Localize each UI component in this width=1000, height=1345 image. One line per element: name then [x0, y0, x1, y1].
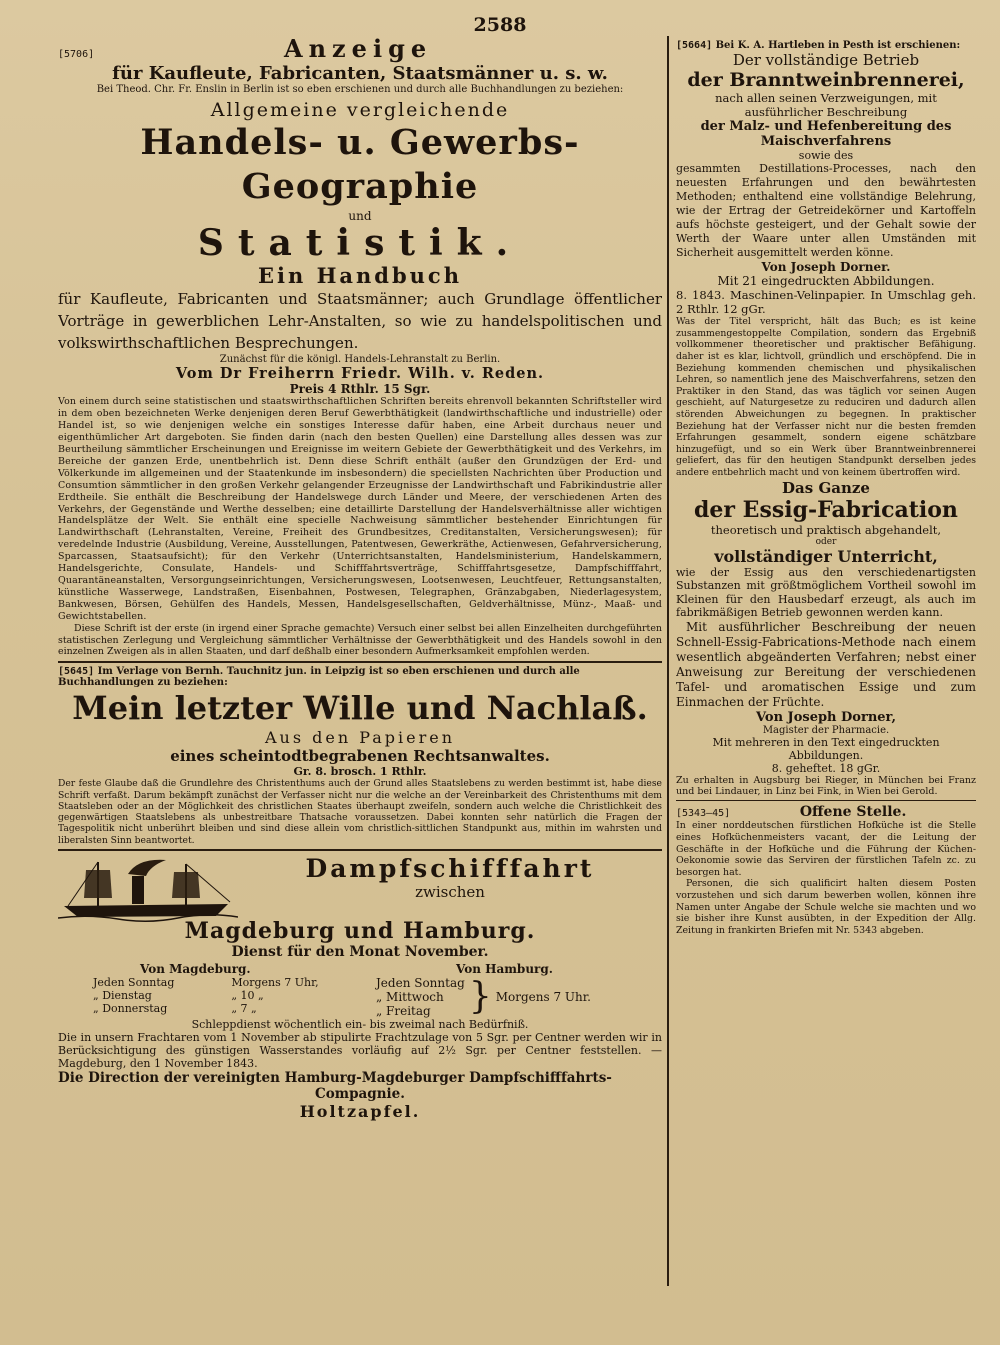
title-line-2: der Branntweinbrennerei,	[687, 69, 965, 92]
title-line-10: vollständiger Unterricht,	[714, 546, 938, 566]
column-divider	[667, 36, 669, 1286]
title-line-1: Der vollständige Betrieb	[732, 51, 920, 70]
note-schleppdienst: Schleppdienst wöchentlich ein- bis zweimal nach Bedürfniß.	[191, 1017, 529, 1031]
book-description: für Kaufleute, Fabricanten und Staatsmänner; auch Grundlage öffentlicher Vorträge in gewerblichen Lehr-Anstalten, so wie zu handelspolitischen und volkswirthschaftlichen Besprechungen.	[58, 290, 662, 353]
illustrations-2: Mit mehreren in den Text eingedruckten Abbildungen.	[712, 735, 940, 762]
author-2: Von Joseph Dorner,	[756, 709, 896, 725]
ad-id: [5645]	[58, 665, 95, 677]
signature-direction: Die Direction der vereinigten Hamburg-Magdeburger Dampfschifffahrts-	[58, 1069, 612, 1086]
table-row: „ Donnerstag „ 7 „	[93, 1001, 257, 1015]
title-line-3: nach allen seinen Verzweigungen, mit ausführlicher Beschreibung	[715, 91, 937, 120]
ad-letzter-wille	[58, 666, 662, 846]
ad-body-2: Personen, die sich qualificirt halten diesem Posten vorzustehen und sich darum bewerben wollen, können ihre Namen unter Angabe der Schule welche sie machten und wo sie bisher ihre Kunst ausübten, in der Expedition der Allg. Zeitung in frankirten Briefen mit Nr. 5343 abgeben.	[676, 878, 976, 936]
separator	[676, 800, 976, 802]
ad-title: Dampfschifffahrt	[305, 853, 595, 883]
price: Gr. 8. brosch. 1 Rthlr.	[293, 765, 427, 779]
book-body: Der feste Glaube daß die Grundlehre des Christenthums auch der Grund alles Staatslebens zu werden bestimmt ist, habe diese Schrift verfaßt. Darum bekämpft zunächst der Verfasser nicht nur die welche an der Vereinbarkeit des Christenthums mit dem Staatsleben oder an der Möglichkeit des christlichen Staates überhaupt zweifeln, sondern auch welche die Christlichkeit des gegenwärtigen Staatslebens als unbestreitbare Thatsache voraussetzen. Dabei konnten sehr natürlich die Fragen der Tagespolitik nicht unberührt bleiben und sind diese allein vom christlich-sittlichen Standpunkt aus, mithin im wahrsten und liberalsten Sinn beantwortet.	[58, 778, 662, 846]
author: Vom Dr Freiherrn Friedr. Wilh. v. Reden.	[175, 365, 545, 383]
title-line-7: der Essig-Fabrication	[694, 496, 958, 523]
format-price-2: 8. geheftet. 18 gGr.	[771, 761, 881, 775]
illustrations: Mit 21 eingedruckten Abbildungen.	[717, 274, 935, 289]
signature-company: Compagnie.	[315, 1085, 405, 1102]
book-review: Was der Titel verspricht, hält das Buch; es ist keine zusammengestoppelte Compilation, sondern das Ergebniß vollkommener theoretischer und praktischer Befähigung. daher ist es klar, lichtvoll, gründlich und erschöpfend. Die in Beziehung kommenden chemischen und physikalischen Lehren, so namentlich jene des Maischverfahrens, setzen den Praktiker in den Stand, das was täglich vor seinen Augen geschieht, auf Naturgesetze zu reduciren und dadurch allen störenden Abweichungen zu begegnen. In praktischer Beziehung hat der Verfasser nicht nur die besten fremden Erfahrungen gesammelt, sondern eigene schätzbare hinzugefügt, und so ein Werk über Branntweinbrennerei geliefert, das für den heutigen Standpunkt derselben jedes andere entbehrlich macht und von keinem übertroffen wird.	[676, 316, 976, 478]
book-body-3: wie der Essig aus den verschiedenartigsten Substanzen mit größtmöglichem Vortheil sowohl im Kleinen für den Hausbedarf erzeugt, als auch im fabrikmäßigen Betrieb gewonnen werden kann.	[676, 565, 976, 620]
title-line-9: oder	[815, 536, 837, 547]
book-body-4: Mit ausführlicher Beschreibung der neuen Schnell-Essig-Fabrications-Methode nach einem wesentlich abgeänderten Verfahren; nebst einer Anweisung zur Bereitung der verschiedenen Tafel- und aromatischen Essige und zum Einmachen der Früchte.	[676, 619, 976, 709]
book-subtitle-1: Aus den Papieren	[264, 728, 456, 748]
from-magdeburg: Von Magdeburg.	[140, 961, 251, 976]
price: Preis 4 Rthlr. 15 Sgr.	[289, 382, 431, 397]
title-line-8: theoretisch und praktisch abgehandelt,	[710, 522, 942, 537]
separator	[58, 661, 662, 663]
publisher-line: Bei Theod. Chr. Fr. Enslin in Berlin ist so eben erschienen und durch alle Buchhandlungen zu beziehen:	[96, 84, 624, 95]
schedule: Von Magdeburg. Jeden Sonntag Morgens 7 Uhr, „ Dienstag „ 10 „ „ Donnerstag „ 7 „ Von Hamburg. Jeden Sonntag „ Mittwoch „ Freitag } Morgens 7 Uhr.	[58, 962, 662, 1018]
book-title: Handels- u. Gewerbs-Geographie	[140, 122, 580, 208]
ad-id: [5664]	[676, 40, 713, 51]
ad-title: Offene Stelle.	[799, 804, 907, 821]
author: Von Joseph Dorner.	[761, 260, 891, 275]
author-role: Magister der Pharmacie.	[762, 724, 890, 736]
ad-id: [5706]	[58, 49, 95, 60]
book-title: Mein letzter Wille und Nachlaß.	[72, 689, 648, 728]
from-hamburg: Von Hamburg.	[456, 961, 553, 976]
ad-offene-stelle	[676, 804, 976, 936]
ad-handels-geographie	[58, 34, 662, 658]
ad-branntwein	[676, 40, 976, 797]
ad-dampfschifffahrt	[58, 854, 662, 1121]
page-number: 2588	[473, 14, 527, 36]
service-month: Dienst für den Monat November.	[231, 943, 489, 960]
ad-heading: Anzeige	[283, 34, 433, 63]
ad-audience: für Kaufleute, Fabricanten, Staatsmänner u. s. w.	[112, 63, 608, 84]
title-line-5: sowie des	[798, 149, 854, 163]
table-row: Jeden Sonntag Morgens 7 Uhr,	[93, 975, 319, 989]
dealers: Zu erhalten in Augsburg bei Rieger, in München bei Franz und bei Lindauer, in Linz bei Fink, in Wien bei Gerold.	[676, 774, 976, 797]
pre-title: Allgemeine vergleichende	[210, 99, 510, 122]
separator	[58, 849, 662, 851]
book-subtitle: Ein Handbuch	[258, 263, 462, 289]
schedule-magdeburg	[90, 976, 376, 1015]
book-body-1: gesammten Destillations-Processes, nach den neuesten Erfahrungen und den bewährtesten Methoden; enthaltend eine vollständige Belehrung, wie der Ertrag der Getreidekörner und Kartoffeln aufs höchste gesteigert, und der Gehalt sowie der Werth der Waare unter allen Umständen mit Sicherheit ausgemittelt werden könne.	[676, 162, 976, 260]
note-fracht: Die in unsern Frachtaren vom 1 November ab stipulirte Frachtzulage von 5 Sgr. per Centner werden wir in Berücksichtigung des günstigen Wasserstandes vorläufig auf 2½ Sgr. per Centner feststellen. — Magdeburg, den 1 November 1843.	[58, 1030, 662, 1070]
book-body-2: Diese Schrift ist der erste (in irgend einer Sprache gemachte) Versuch einer selbst bei allen Einzelheiten durchgeführten statistischen Zerlegung und Vergleichung sämmtlicher Verhältnisse der Gewerbthätigkeit und des Handels sowohl in den einzelnen Zweigen als in allen Staaten, und darf deßhalb einer besondern Aufmerksamkeit empfohlen werden.	[58, 622, 662, 658]
signature-name: Holtzapfel.	[299, 1101, 421, 1121]
book-subtitle-2: eines scheintodtbegrabenen Rechtsanwaltes.	[170, 747, 550, 766]
format-price: 8. 1843. Maschinen-Velinpapier. In Umschlag geh. 2 Rthlr. 12 gGr.	[676, 288, 976, 317]
book-body: Von einem durch seine statistischen und staatswirthschaftlichen Schriften bereits ehrenvoll bekannten Schriftsteller wird in dem oben bezeichneten Werke denjenigen deren Beruf Gewerbthätigkeit (landwirthschaftliche und industrielle) oder Handel ist, so wie denjenigen welche ein sonstiges Interesse dafür haben, eine Arbeit durchaus neuer und eigenthümlicher Art dargeboten. Sie finden darin (nach den besten Quellen) eine Darstellung alles dessen was zur Beurtheilung sämmtlicher Erscheinungen und Ereignisse im weitern Gebiete der Gewerbthätigkeit und des Verkehrs, im Bereiche der ganzen Erde, unentbehrlich ist. Denn diese Schrift enthält (außer den Grundzügen der Erd- und Völkerkunde im allgemeinen und der Staatenkunde im insbesondern) die speciellsten Nachrichten über Production und Consumtion sämmtlicher in den großen Verkehr gelangender Erzeugnisse der Landwirthschaft und Fabrikindustrie aller Erdtheile. Sie enthält die Beschreibung der Handelswege durch Länder und Meere, der verschiedenen Arten des Verkehrs, der Gegenstände und Werthe desselben; eine detaillirte Darstellung der Handelsverhältnisse aller wichtigen Handelsplätze der Welt. Sie enthält eine specielle Nachweisung sämmtlicher bestehender Einrichtungen für Landwirthschaft (Lehranstalten, Vereine, Freiheit des Grundbesitzes, Creditanstalten, Versicherungswesen); für veredelnde Industrie (Ausbildung, Vereine, Ausstellungen, Patentwesen, Gewerkräthe, Actienwesen, Gefahrversicherung, Sparcassen, Staatsaufsicht); für den Verkehr (Unterrichtsanstalten, Handelsministerium, Handelskammern, Handelsgerichte, Consulate, Handels- und Schifffahrtsverträge, Schifffahrtsgesetze, Dampfschifffahrt, Quarantäneanstalten, Versorgungseinrichtungen, Versicherungswesen, Lootsenwesen, Leuchtfeuer, Rettungsanstalten, künstliche Wasserwege, Landstraßen, Eisenbahnen, Postwesen, Telegraphen, Gränzabgaben, Niederlagesystem, Bankwesen, Börsen, Gehülfen des Handels, Messen, Handelsgesellschaften, Geldverhältnisse, Münz-, Maaß- und Gewichtstabellen.	[58, 396, 662, 622]
dedication: Zunächst für die königl. Handels-Lehranstalt zu Berlin.	[219, 354, 501, 366]
title-line-4: der Malz- und Hefenbereitung des Maischverfahrens	[700, 119, 952, 150]
hamburg-time: Morgens 7 Uhr.	[495, 989, 591, 1004]
ad-zwischen: zwischen	[415, 882, 485, 901]
ad-intro: Bei K. A. Hartleben in Pesth ist erschienen:	[715, 40, 961, 51]
table-row: „ Dienstag „ 10 „	[93, 988, 264, 1002]
title-und: und	[348, 209, 372, 224]
book-title-2: Statistik.	[197, 222, 523, 265]
right-column	[676, 40, 976, 1290]
left-column	[58, 34, 662, 1324]
ad-intro: Im Verlage von Bernh. Tauchnitz jun. in Leipzig ist so eben erschienen und durch alle Buchhandlungen zu beziehen:	[58, 665, 580, 689]
ad-body: In einer norddeutschen fürstlichen Hofküche ist die Stelle eines Hofküchenmeisters vacant, der die Leitung der Geschäfte in der Hofküche und die Führung der Küchen-Oekonomie sowie das Serviren der fürstlichen Tafeln zc. zu besorgen hat.	[676, 820, 976, 878]
route: Magdeburg und Hamburg.	[184, 917, 536, 944]
steamship-icon	[58, 854, 238, 924]
title-line-6: Das Ganze	[782, 478, 870, 497]
ad-id: [5343—45]	[676, 808, 731, 820]
